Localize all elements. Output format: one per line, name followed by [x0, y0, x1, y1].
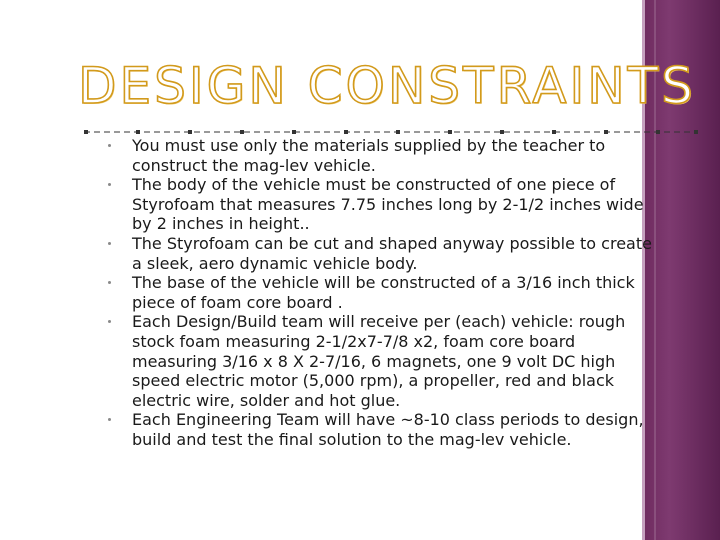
list-item: [104, 273, 664, 312]
list-item-text: Each Design/Build team will receive per (each) vehicle: rough stock foam measuring 2-1/2x7-7/8 x2, foam core board measuring 3/16 x 8 X 2-7/16, 6 magnets, one 9 volt DC high speed electric motor (5,000 rpm), a propeller, red and black electric wire, solder and hot glue.: [132, 312, 626, 410]
list-item: [104, 234, 664, 273]
list-item: [104, 312, 664, 410]
list-item-text: The base of the vehicle will be constructed of a 3/16 inch thick piece of foam core board .: [132, 273, 635, 312]
bullet-icon: [108, 418, 111, 421]
bullet-icon: [108, 183, 111, 186]
list-item: [104, 175, 664, 234]
list-item-text: You must use only the materials supplied by the teacher to construct the mag-lev vehicle.: [132, 136, 606, 175]
constraints-list: [104, 136, 664, 450]
bullet-icon: [108, 242, 111, 245]
bullet-icon: [108, 320, 111, 323]
list-item-text: The Styrofoam can be cut and shaped anyway possible to create a sleek, aero dynamic vehicle body.: [132, 233, 652, 273]
title-divider: [84, 129, 698, 135]
list-item-text: Each Engineering Team will have ~8-10 class periods to design, build and test the final solution to the mag-lev vehicle.: [132, 410, 644, 449]
list-item: [104, 410, 664, 449]
bullet-icon: [108, 144, 111, 147]
list-item-text: The body of the vehicle must be constructed of one piece of Styrofoam that measures 7.75 inches long by 2-1/2 inches wide by 2 inches in height..: [132, 175, 644, 234]
list-item: [104, 136, 664, 175]
slide-title: DESIGN CONSTRAINTS: [78, 57, 696, 115]
bullet-icon: [108, 281, 111, 284]
